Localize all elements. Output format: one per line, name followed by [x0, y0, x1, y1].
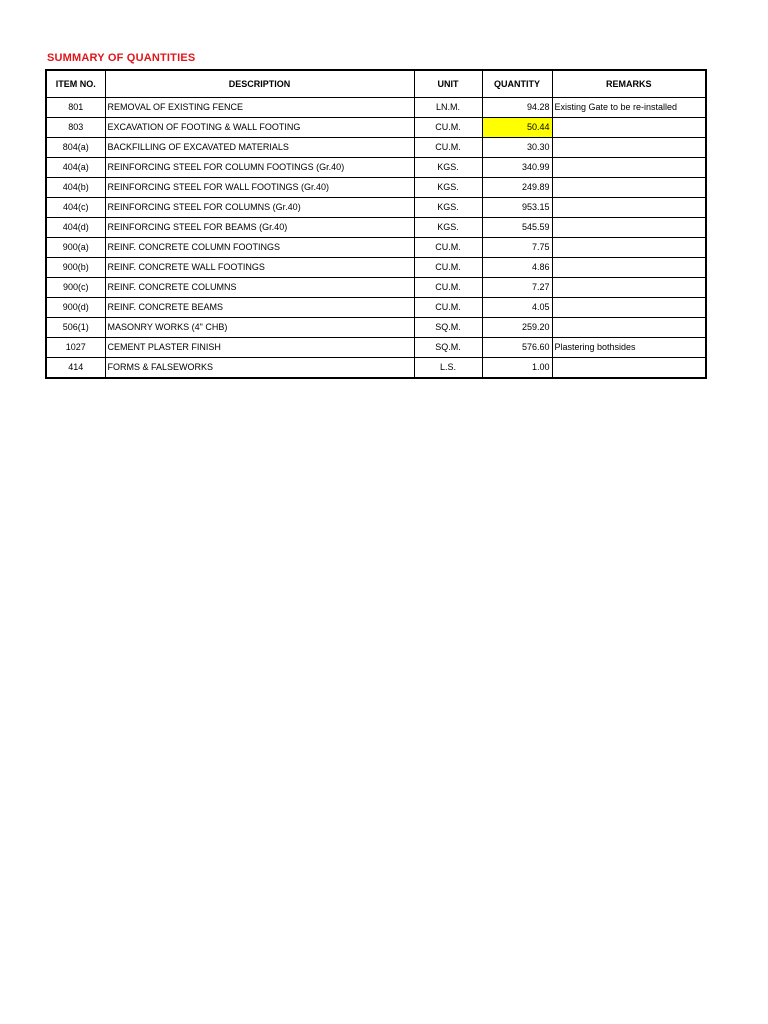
cell-unit: CU.M. — [414, 278, 482, 298]
cell-unit: SQ.M. — [414, 318, 482, 338]
cell-remarks — [552, 198, 706, 218]
cell-quantity: 1.00 — [482, 358, 552, 379]
cell-description: BACKFILLING OF EXCAVATED MATERIALS — [105, 138, 414, 158]
cell-remarks — [552, 318, 706, 338]
cell-description: CEMENT PLASTER FINISH — [105, 338, 414, 358]
table-row — [46, 218, 706, 238]
table-row — [46, 238, 706, 258]
cell-unit: LN.M. — [414, 98, 482, 118]
cell-description: REMOVAL OF EXISTING FENCE — [105, 98, 414, 118]
header-description: DESCRIPTION — [105, 70, 414, 98]
cell-unit: KGS. — [414, 178, 482, 198]
table-body — [46, 98, 706, 379]
cell-quantity: 340.99 — [482, 158, 552, 178]
cell-item-no: 414 — [46, 358, 105, 379]
cell-quantity: 7.75 — [482, 238, 552, 258]
cell-quantity: 30.30 — [482, 138, 552, 158]
cell-description: MASONRY WORKS (4" CHB) — [105, 318, 414, 338]
cell-unit: CU.M. — [414, 138, 482, 158]
cell-unit: CU.M. — [414, 258, 482, 278]
cell-quantity: 7.27 — [482, 278, 552, 298]
cell-remarks — [552, 298, 706, 318]
cell-item-no: 404(a) — [46, 158, 105, 178]
cell-item-no: 900(b) — [46, 258, 105, 278]
table-row — [46, 318, 706, 338]
cell-quantity: 4.86 — [482, 258, 552, 278]
cell-item-no: 404(b) — [46, 178, 105, 198]
header-item-no: ITEM NO. — [46, 70, 105, 98]
cell-item-no: 804(a) — [46, 138, 105, 158]
cell-description: REINFORCING STEEL FOR COLUMNS (Gr.40) — [105, 198, 414, 218]
header-remarks: REMARKS — [552, 70, 706, 98]
cell-unit: CU.M. — [414, 118, 482, 138]
cell-remarks — [552, 238, 706, 258]
table-row — [46, 298, 706, 318]
cell-description: REINF. CONCRETE COLUMNS — [105, 278, 414, 298]
cell-quantity: 4.05 — [482, 298, 552, 318]
cell-description: REINF. CONCRETE COLUMN FOOTINGS — [105, 238, 414, 258]
cell-remarks — [552, 178, 706, 198]
cell-description: REINFORCING STEEL FOR COLUMN FOOTINGS (Gr.40) — [105, 158, 414, 178]
table-row — [46, 338, 706, 358]
cell-description: REINF. CONCRETE BEAMS — [105, 298, 414, 318]
table-row — [46, 118, 706, 138]
header-row — [46, 70, 706, 98]
cell-quantity: 249.89 — [482, 178, 552, 198]
cell-quantity: 953.15 — [482, 198, 552, 218]
cell-item-no: 900(c) — [46, 278, 105, 298]
cell-unit: KGS. — [414, 198, 482, 218]
table-row — [46, 198, 706, 218]
header-unit: UNIT — [414, 70, 482, 98]
cell-remarks — [552, 218, 706, 238]
quantities-table — [45, 69, 707, 379]
document-title: SUMMARY OF QUANTITIES — [47, 52, 196, 64]
table-row — [46, 138, 706, 158]
cell-remarks — [552, 258, 706, 278]
table-row — [46, 358, 706, 379]
cell-quantity: 576.60 — [482, 338, 552, 358]
table-row — [46, 278, 706, 298]
cell-description: REINFORCING STEEL FOR BEAMS (Gr.40) — [105, 218, 414, 238]
cell-unit: KGS. — [414, 218, 482, 238]
cell-unit: CU.M. — [414, 238, 482, 258]
cell-remarks — [552, 358, 706, 379]
cell-remarks: Existing Gate to be re-installed — [552, 98, 706, 118]
header-quantity: QUANTITY — [482, 70, 552, 98]
table-row — [46, 178, 706, 198]
cell-item-no: 506(1) — [46, 318, 105, 338]
cell-description: EXCAVATION OF FOOTING & WALL FOOTING — [105, 118, 414, 138]
cell-description: FORMS & FALSEWORKS — [105, 358, 414, 379]
cell-description: REINF. CONCRETE WALL FOOTINGS — [105, 258, 414, 278]
cell-remarks — [552, 138, 706, 158]
cell-remarks: Plastering bothsides — [552, 338, 706, 358]
cell-item-no: 801 — [46, 98, 105, 118]
table-row — [46, 98, 706, 118]
cell-remarks — [552, 118, 706, 138]
cell-unit: KGS. — [414, 158, 482, 178]
cell-remarks — [552, 278, 706, 298]
cell-description: REINFORCING STEEL FOR WALL FOOTINGS (Gr.40) — [105, 178, 414, 198]
cell-item-no: 404(d) — [46, 218, 105, 238]
cell-remarks — [552, 158, 706, 178]
table-row — [46, 158, 706, 178]
cell-unit: L.S. — [414, 358, 482, 379]
cell-item-no: 900(d) — [46, 298, 105, 318]
cell-quantity: 50.44 — [482, 118, 552, 138]
cell-quantity: 259.20 — [482, 318, 552, 338]
cell-item-no: 404(c) — [46, 198, 105, 218]
cell-quantity: 94.28 — [482, 98, 552, 118]
cell-item-no: 803 — [46, 118, 105, 138]
cell-item-no: 900(a) — [46, 238, 105, 258]
cell-quantity: 545.59 — [482, 218, 552, 238]
cell-item-no: 1027 — [46, 338, 105, 358]
cell-unit: CU.M. — [414, 298, 482, 318]
table-row — [46, 258, 706, 278]
cell-unit: SQ.M. — [414, 338, 482, 358]
